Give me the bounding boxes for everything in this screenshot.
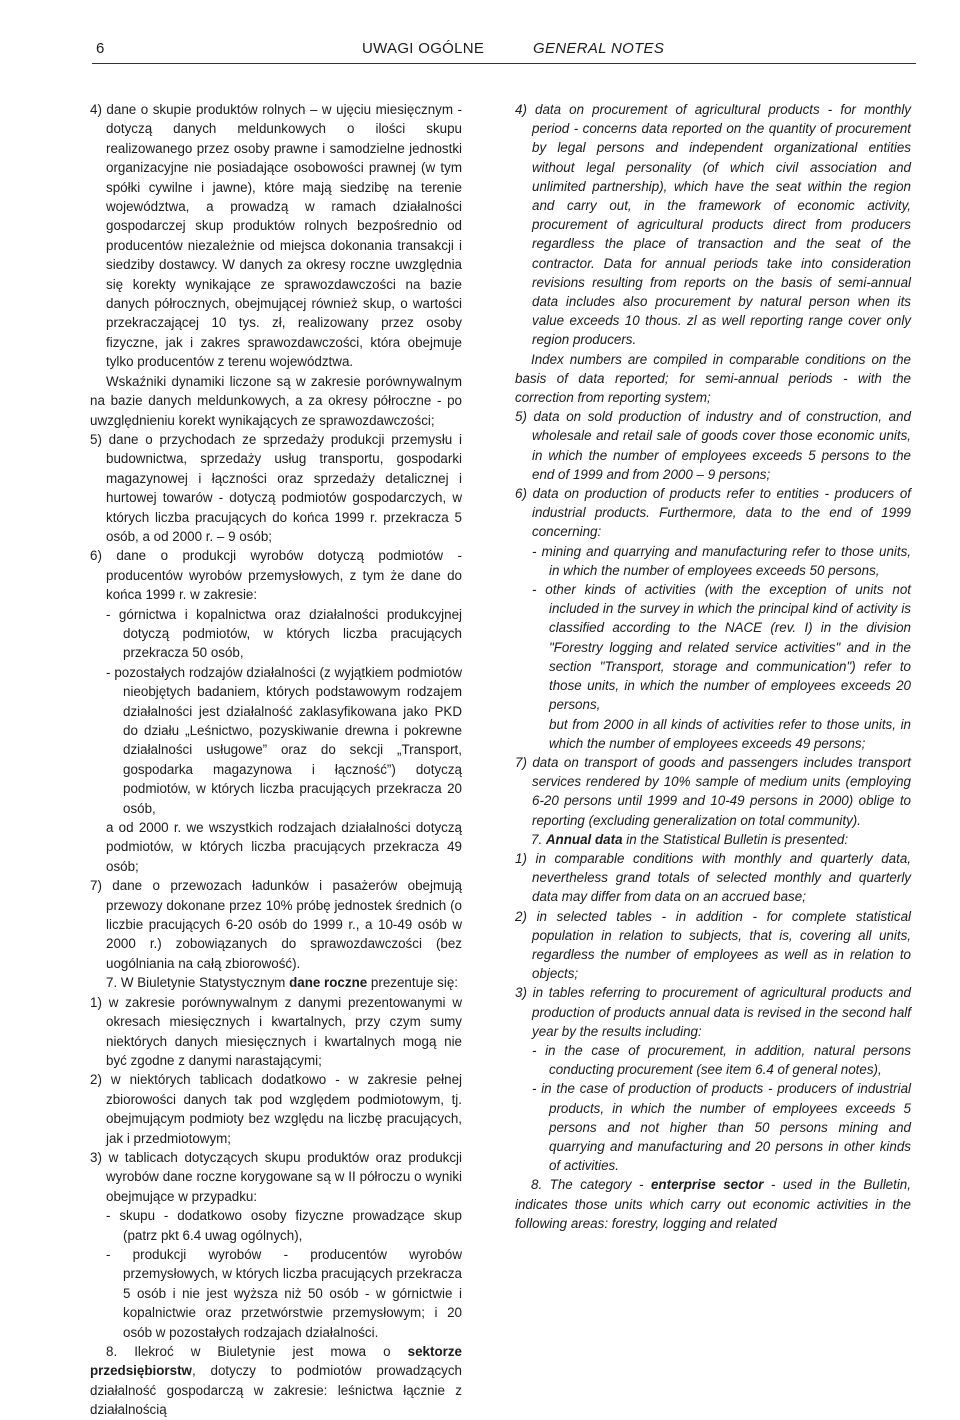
polish-paragraph: - pozostałych rodzajów działalności (z wyjątkiem podmiotów nieobjętych badaniem, których podstawowym rodzajem działalności jest działalność zaklasyfikowana jako PKD do działu „Leśnictwo, pozyskiwanie drewna i pokrewne działalności usługowe” oraz do sekcji „Transport, gospodarka magazynowa i łączność”) dotyczą podmiotów, w których liczba pracujących przekracza 20 osób, — [106, 664, 462, 816]
polish-paragraph: - górnictwa i kopalnictwa oraz działalności produkcyjnej dotyczą podmiotów, w których liczba pracujących przekracza 50 osób, — [106, 606, 462, 661]
polish-paragraph: 1) w zakresie porównywalnym z danymi prezentowanymi w okresach miesięcznych i kwartalnych, przy czym sumy niektórych danych miesięcznych i kwartalnych mogą nie być zgodne z danymi narastającymi; — [90, 994, 462, 1068]
polish-paragraph — [90, 973, 462, 992]
page-header — [0, 0, 960, 70]
header-title-polish: UWAGI OGÓLNE — [362, 40, 485, 57]
english-paragraph: - mining and quarrying and manufacturing refer to those units, in which the number of employees exceeds 50 persons, — [532, 543, 911, 578]
english-text-column — [515, 100, 911, 1233]
english-paragraph: 2) in selected tables - in addition - for complete statistical population in relation to subjects, that is, covering all units, regardless the number of employees as well as in relation to objects; — [515, 908, 911, 982]
polish-paragraph: - produkcji wyrobów - producentów wyrobów przemysłowych, w których liczba pracujących przekracza 5 osób i nie jest wyższa niż 50 osób - w górnictwie i kopalnictwie oraz przetwórstwie przemysłowym; i 20 osób w pozostałych rodzajach działalności. — [106, 1246, 462, 1340]
polish-paragraph: 6) dane o produkcji wyrobów dotyczą podmiotów - producentów wyrobów przemysłowych, z tym że dane do końca 1999 r. w zakresie: — [90, 548, 462, 603]
english-paragraph: 3) in tables referring to procurement of agricultural products and production of products annual data is revised in the second half year by the results including: — [515, 985, 911, 1039]
paragraph-lead: 8. Ilekroć w Biuletynie jest mowa o — [106, 1344, 408, 1359]
header-title-english: GENERAL NOTES — [533, 40, 665, 57]
polish-paragraph: 3) w tablicach dotyczących skupu produktów oraz produkcji wyrobów dane roczne korygowane są w II półroczu o wyniki obejmujące w przypadku: — [90, 1149, 462, 1204]
polish-paragraph: - skupu - dodatkowo osoby fizyczne prowadzące skup (patrz pkt 6.4 uwag ogólnych), — [106, 1208, 462, 1243]
paragraph-text: in the Statistical Bulletin is presented: — [622, 831, 849, 847]
paragraph-lead: 8. The category - — [531, 1177, 651, 1193]
english-paragraph: - in the case of procurement, in addition, natural persons conducting procurement (see item 6.4 of general notes), — [532, 1042, 911, 1078]
bold-term: sektorze przedsiębiorstw — [90, 1344, 462, 1379]
bold-term: dane roczne — [289, 975, 368, 991]
english-paragraph: 4) data on procurement of agricultural products - for monthly period - concerns data reported on the quantity of procurement by legal persons and independent organizational entities without legal personality (of which civil association and unlimited partnership), which have the seat within the region and carry out, in the framework of economic activity, procurement of agricultural products direct from producers regardless the place of transaction and the seat of the contractor. Data for annual periods take into consideration revisions resulting from reports on the basis of semi-annual data includes also procurement by natural person when its value exceeds 10 thous. zl as well reporting range cover only region producers. — [515, 102, 911, 348]
polish-paragraph — [90, 1342, 462, 1420]
bold-term: Annual data — [545, 831, 623, 847]
english-paragraph: Index numbers are compiled in comparable conditions on the basis of data reported; for semi-annual periods - with the correction from reporting system; — [515, 351, 911, 406]
paragraph-text: , dotyczy to podmiotów prowadzących działalność gospodarczą w zakresie: leśnictwa łącznie z działalnością — [90, 1363, 462, 1418]
polish-text-column — [90, 100, 462, 1420]
polish-paragraph: a od 2000 r. we wszystkich rodzajach działalności dotyczą podmiotów, w których liczba pracujących przekracza 49 osób; — [106, 820, 462, 874]
polish-paragraph: 2) w niektórych tablicach dodatkowo - w zakresie pełnej zbiorowości danych tak pod względem podmiotowym, tj. obejmującym podmioty bez względu na liczbę pracujących, jak i przedmiotowym; — [90, 1072, 462, 1146]
english-paragraph — [515, 830, 911, 849]
paragraph-text: - used in the Bulletin, indicates those units which carry out economic activities in the following areas: forestry, logging and related — [515, 1177, 911, 1231]
english-paragraph: 1) in comparable conditions with monthly and quarterly data, nevertheless grand totals of selected monthly and quarterly data may differ from data on an accrued base; — [515, 850, 911, 905]
page-number: 6 — [96, 40, 105, 57]
header-rule — [92, 63, 916, 64]
polish-paragraph: Wskaźniki dynamiki liczone są w zakresie porównywalnym na bazie danych meldunkowych, a za okresy półroczne - po uwzględnieniu korekt wynikających ze sprawozdawczości; — [90, 373, 462, 428]
bold-term: enterprise sector — [650, 1177, 764, 1193]
english-paragraph: but from 2000 in all kinds of activities refer to those units, in which the number of employees exceeds 49 persons; — [549, 716, 911, 751]
paragraph-lead: 7. W Biuletynie Statystycznym — [106, 975, 290, 991]
english-paragraph: 6) data on production of products refer to entities - producers of industrial products. Furthermore, data to the end of 1999 concerning: — [515, 486, 911, 540]
english-paragraph: 5) data on sold production of industry and of construction, and wholesale and retail sale of goods cover those economic units, in which the number of employees exceeds 5 persons to the end of 1999 and from 2000 – 9 persons; — [515, 409, 911, 482]
polish-paragraph: 7) dane o przewozach ładunków i pasażerów obejmują przewozy dokonane przez 10% próbę jednostek średnich (o liczbie pracujących 6-20 osób do 1999 r., a 10-49 osób w 2000 r.) zobowiązanych do sprawozdawczości (bez uogólniania na całą zbiorowość). — [90, 878, 462, 971]
english-paragraph: - other kinds of activities (with the exception of units not included in the survey in which the principal kind of activity is classified according to the NACE (rev. I) in the division "Forestry logging and related service activities" and in the section "Transport, storage and communication") refer to those units, in which the number of employees exceeds 20 persons, — [532, 582, 911, 713]
english-paragraph: - in the case of production of products - producers of industrial products, in which the number of employees exceeds 5 persons and not higher than 50 persons mining and quarrying and manufacturing and 20 persons in other kinds of activities. — [532, 1081, 911, 1174]
paragraph-text: prezentuje się: — [367, 975, 459, 991]
polish-paragraph: 4) dane o skupie produktów rolnych – w ujęciu miesięcznym - dotyczą danych meldunkowych o ilości skupu realizowanego przez osoby prawne i samodzielne jednostki organizacyjne nie posiadające osobowości prawnej (w tym spółki cywilne i jawne), które mają siedzibę na terenie województwa, a prowadzą w ramach działalności gospodarczej skup produktów rolnych bezpośrednio od producentów niezależnie od miejsca dokonania transakcji i siedziby dostawcy. W danych za okresy roczne uwzględnia się korekty wynikające ze sprawozdawczości na bazie danych półrocznych, obejmującej również skup, o wartości przekraczającej 10 tys. zł, realizowany przez osoby fizyczne, jak i zakres sprawozdawczości, która obejmuje tylko producentów z terenu województwa. — [90, 102, 462, 370]
english-paragraph — [515, 1175, 911, 1233]
paragraph-lead: 7. — [531, 831, 546, 847]
english-paragraph: 7) data on transport of goods and passengers includes transport services rendered by 10% sample of medium units (employing 6-20 persons until 1999 and 10-49 persons in 2000) oblige to reporting (excluding generalization on total community). — [515, 754, 911, 828]
polish-paragraph: 5) dane o przychodach ze sprzedaży produkcji przemysłu i budownictwa, sprzedaży usług transportu, gospodarki magazynowej i łączności oraz sprzedaży detalicznej i hurtowej towarów - dotyczą podmiotów gospodarczych, w których liczba pracujących do końca 1999 r. przekracza 5 osób, a od 2000 r. – 9 osób; — [90, 431, 462, 544]
